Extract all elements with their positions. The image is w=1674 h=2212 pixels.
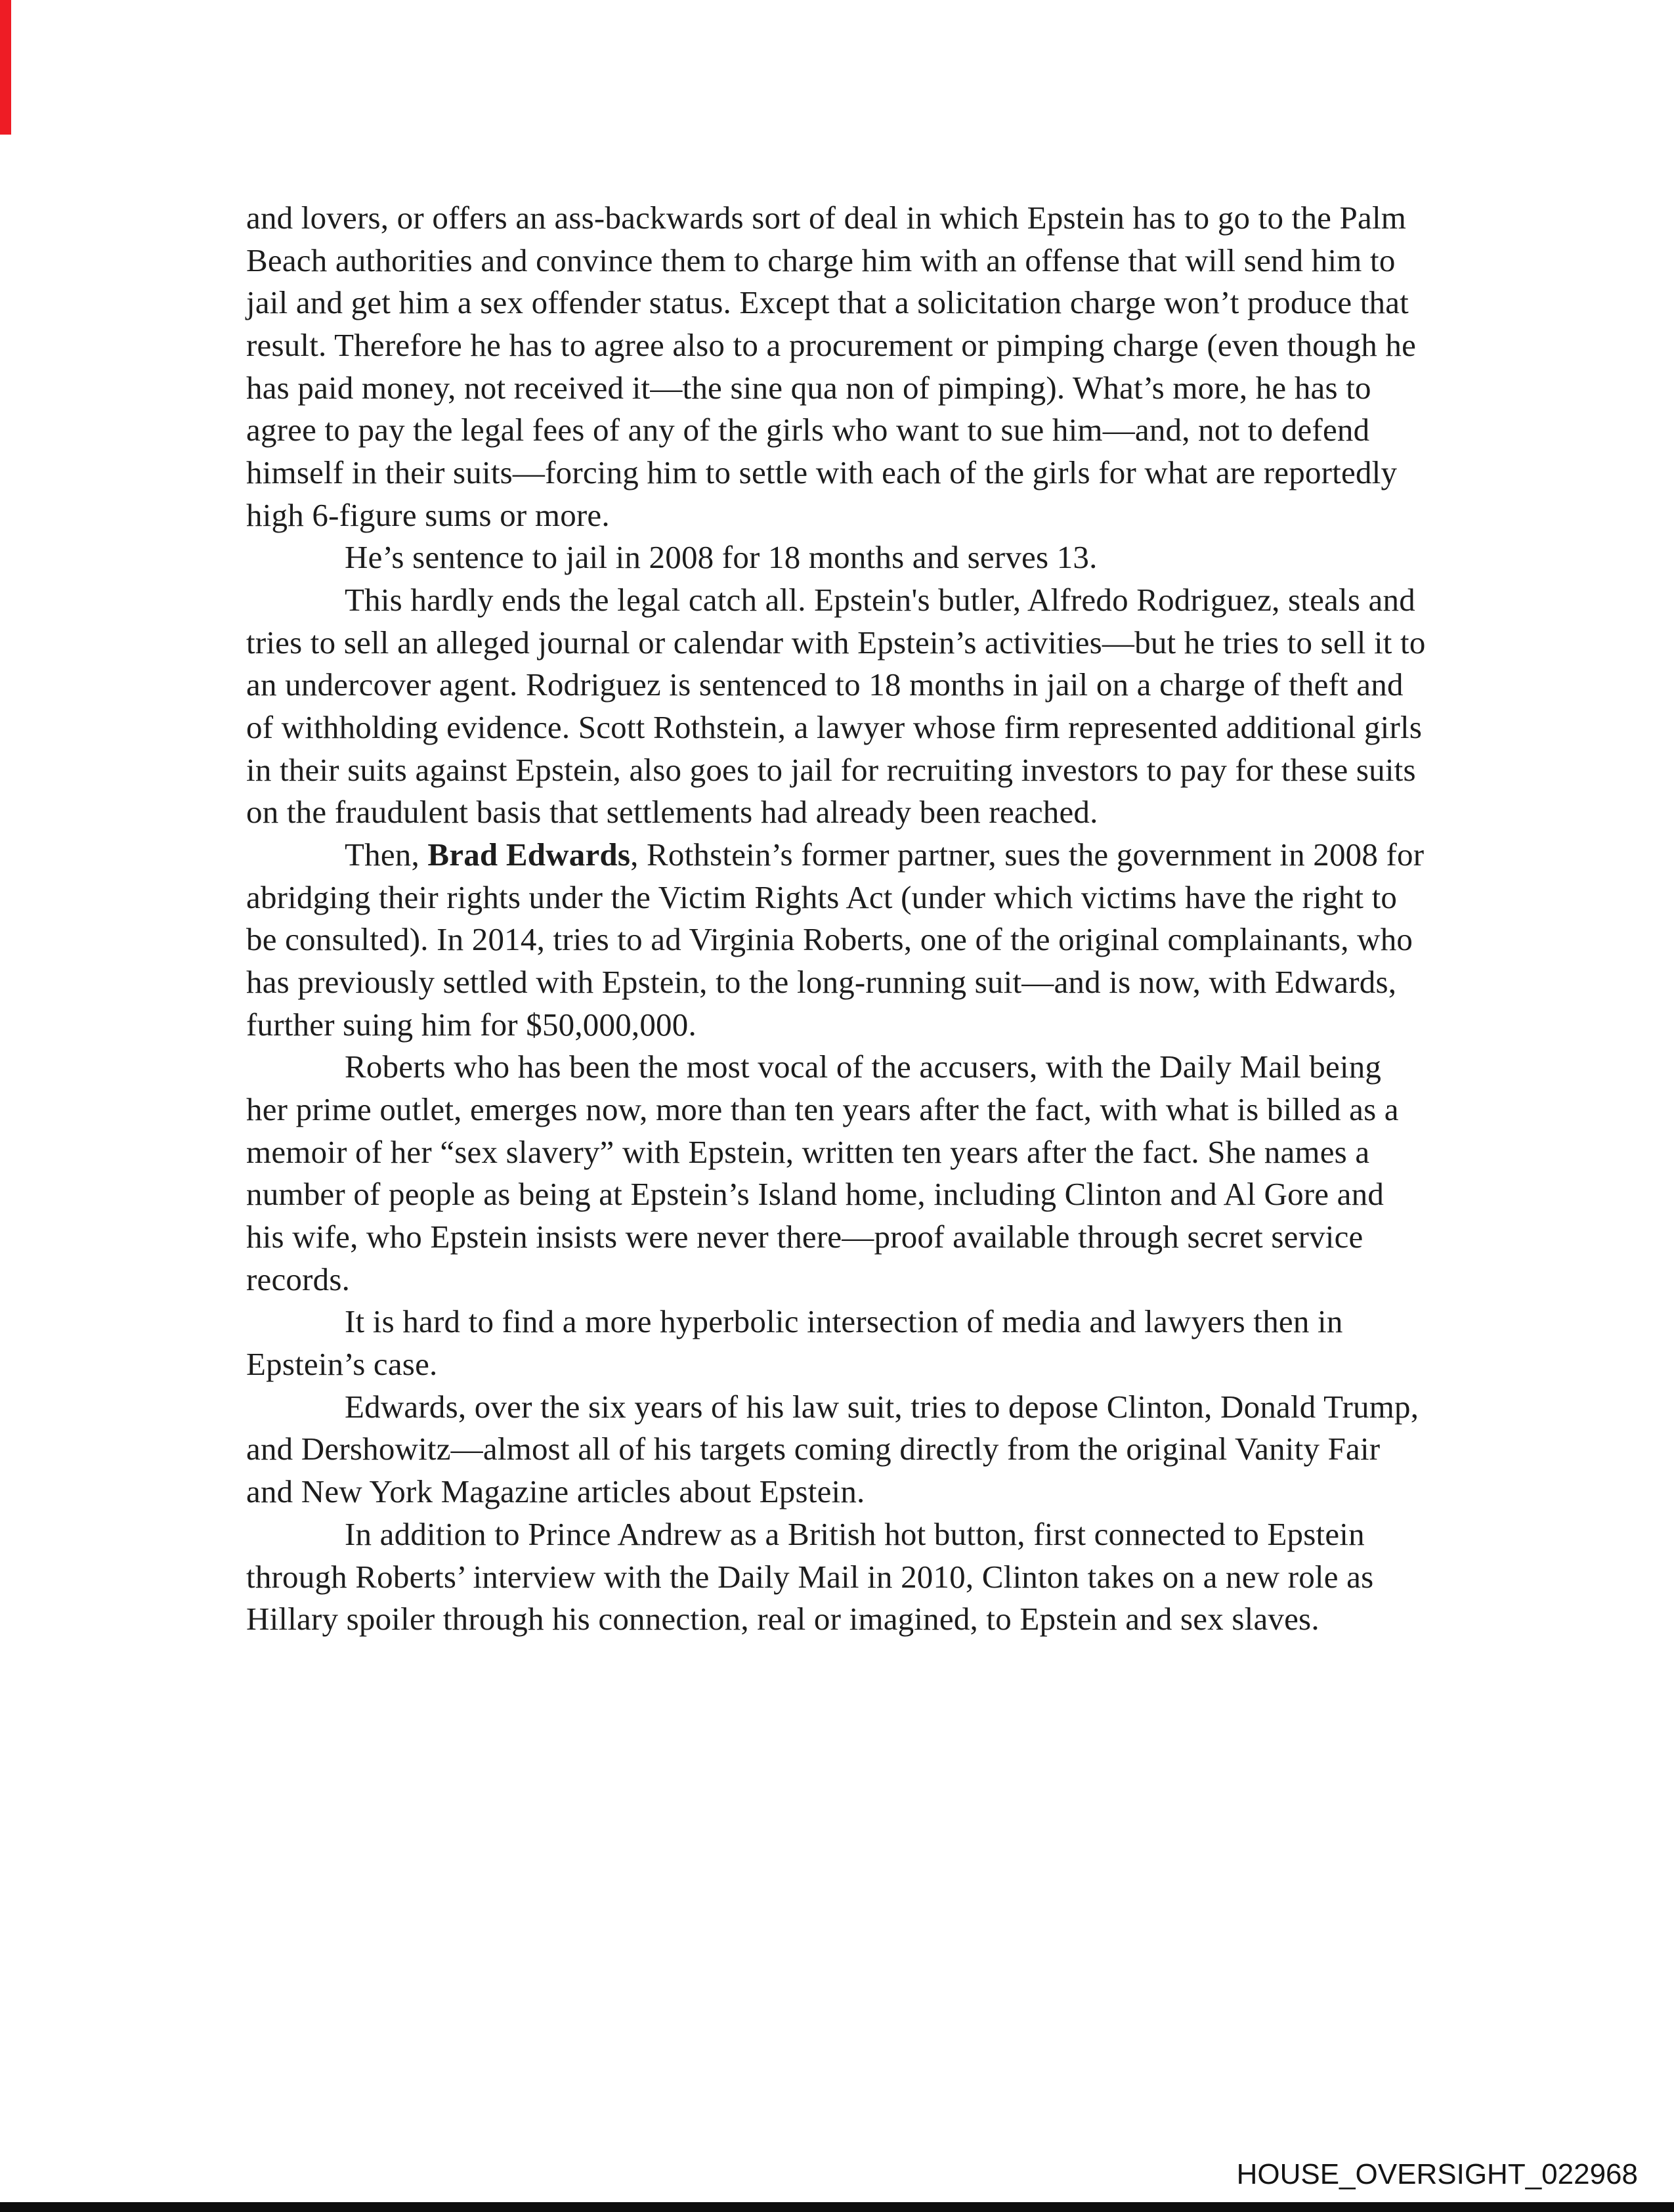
- paragraph: This hardly ends the legal catch all. Epstein's butler, Alfredo Rodriguez, steals and tries to sell an alleged journal or calendar with Epstein’s activities—but he tries to sell it to an undercover agent. Rodriguez is sentenced to 18 months in jail on a charge of theft and of withholding evidence. Scott Rothstein, a lawyer whose firm represented additional girls in their suits against Epstein, also goes to jail for recruiting investors to pay for these suits on the fraudulent basis that settlements had already been reached.: [246, 582, 1426, 831]
- paragraph: In addition to Prince Andrew as a British hot button, first connected to Epstein through Roberts’ interview with the Daily Mail in 2010, Clinton takes on a new role as Hillary spoiler through his connection, real or imagined, to Epstein and sex slaves.: [246, 1515, 1374, 1637]
- document-body: [246, 197, 1428, 1641]
- page-bottom-edge: [0, 2202, 1674, 2212]
- paragraph: Then, Brad Edwards, Rothstein’s former partner, sues the government in 2008 for abridging their rights under the Victim Rights Act (under which victims have the right to be consulted). In 2014, tries to ad Virginia Roberts, one of the original complainants, who has previously settled with Epstein, to the long-running suit—and is now, with Edwards, further suing him for $50,000,000.: [246, 836, 1425, 1043]
- paragraph: Edwards, over the six years of his law suit, tries to depose Clinton, Donald Trump, and Dershowitz—almost all of his targets coming directly from the original Vanity Fair and New York Magazine articles about Epstein.: [246, 1388, 1419, 1510]
- bates-number: HOUSE_OVERSIGHT_022968: [1236, 2158, 1638, 2190]
- red-edge-mark: [0, 0, 11, 135]
- paragraph: Roberts who has been the most vocal of the accusers, with the Daily Mail being her prime outlet, emerges now, more than ten years after the fact, with what is billed as a memoir of her “sex slavery” with Epstein, written ten years after the fact. She names a number of people as being at Epstein’s Island home, including Clinton and Al Gore and his wife, who Epstein insists were never there—proof available through secret service records.: [246, 1049, 1399, 1297]
- paragraph: He’s sentence to jail in 2008 for 18 months and serves 13.: [345, 539, 1098, 576]
- emphasized-name: Brad Edwards: [427, 836, 631, 873]
- paragraph: It is hard to find a more hyperbolic intersection of media and lawyers then in Epstein’s case.: [246, 1303, 1343, 1383]
- paragraph: and lovers, or offers an ass-backwards sort of deal in which Epstein has to go to the Palm Beach authorities and convince them to charge him with an offense that will send him to jail and get him a sex offender status. Except that a solicitation charge won’t produce that result. Therefore he has to agree also to a procurement or pimping charge (even though he has paid money, not received it—the sine qua non of pimping). What’s more, he has to agree to pay the legal fees of any of the girls who want to sue him—and, not to defend himself in their suits—forcing him to settle with each of the girls for what are reportedly high 6-figure sums or more.: [246, 200, 1417, 533]
